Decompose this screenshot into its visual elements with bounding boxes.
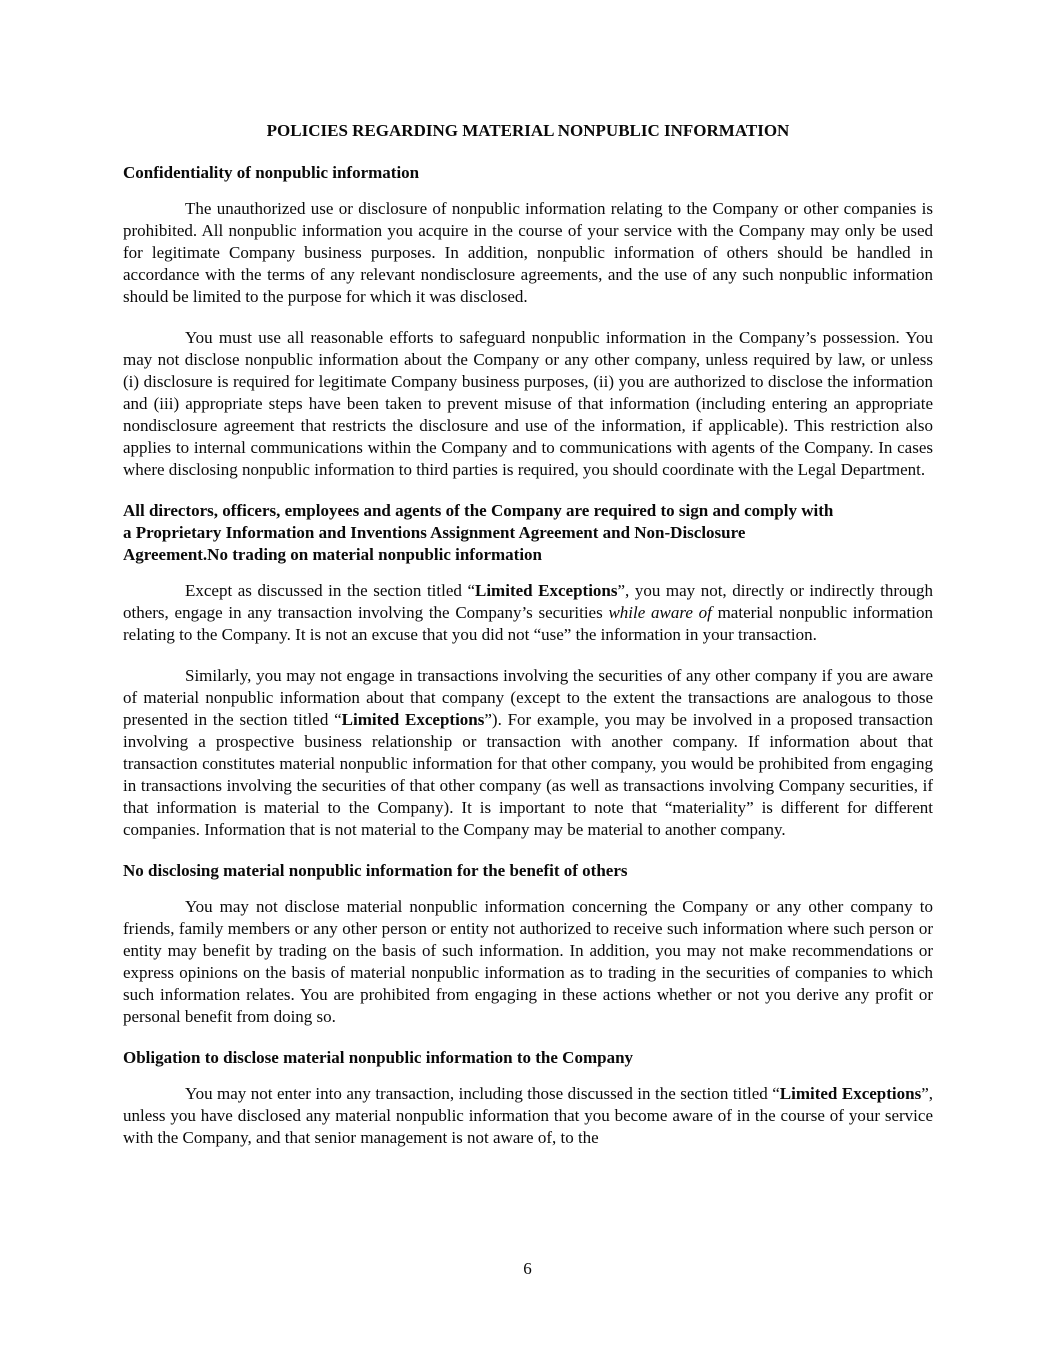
section-heading [123, 162, 933, 184]
heading-line: Agreement.No trading on material nonpublic information [123, 545, 543, 564]
italic-text-run: while aware of [608, 603, 712, 622]
text-run: ”, unless you have disclosed any material nonpublic information that you become aware of in the course of your service with the Company, and that senior management is not aware of, to the [123, 1084, 933, 1147]
paragraph [123, 665, 933, 841]
text-run: Except as discussed in the section titled “ [185, 581, 475, 600]
text-run: ”). For example, you may be involved in a proposed transaction involving a prospective business relationship or transaction with another company. If information about that transaction constitutes material nonpublic information for that other company, you would be prohibited from engaging in transactions involving the securities of that other company (as well as transactions involving Company securities, if that information is material to the Company). It is important to note that “materiality” is different for different companies. Information that is not material to the Company may be material to another company. [123, 710, 934, 839]
paragraph [123, 327, 933, 481]
section-heading [123, 500, 933, 566]
document-body [123, 162, 933, 1149]
heading-line: No disclosing material nonpublic information for the benefit of others [123, 861, 628, 880]
section-heading [123, 1047, 933, 1069]
text-run: Similarly, you may not engage in transactions involving the securities of any other company if you are aware of material nonpublic information about that company (except to the extent the transactions are analogous to those presented in the section titled “ [123, 666, 933, 729]
page-number: 6 [523, 1259, 532, 1278]
text-run: You may not disclose material nonpublic information concerning the Company or any other company to friends, family members or any other person or entity not authorized to receive such information where such person or entity may benefit by trading on the basis of such information. In addition, you may not make recommendations or express opinions on the basis of material nonpublic information as to trading in the securities of companies to which such information relates. You are prohibited from engaging in these actions whether or not you derive any profit or personal benefit from doing so. [123, 897, 933, 1026]
text-run: You must use all reasonable efforts to safeguard nonpublic information in the Company’s possession. You may not disclose nonpublic information about the Company or any other company, unless required by law, or unless (i) disclosure is required for legitimate Company business purposes, (ii) you are authorized to disclose the information and (iii) appropriate steps have been taken to prevent misuse of that information (including entering an appropriate nondisclosure agreement that restricts the disclosure and use of the information, if applicable). This restriction also applies to internal communications within the Company and to communications with agents of the Company. In cases where disclosing nonpublic information to third parties is required, you should coordinate with the Legal Department. [123, 328, 933, 479]
bold-text-run: Limited Exceptions [341, 710, 485, 729]
section-heading [123, 860, 933, 882]
document-title: POLICIES REGARDING MATERIAL NONPUBLIC INFORMATION [266, 121, 790, 140]
text-run: The unauthorized use or disclosure of nonpublic information relating to the Company or other companies is prohibited. All nonpublic information you acquire in the course of your service with the Company may only be used for legitimate Company business purposes. In addition, nonpublic information of others should be handled in accordance with the terms of any relevant nondisclosure agreements, and the use of any such nonpublic information should be limited to the purpose for which it was disclosed. [123, 199, 933, 306]
paragraph [123, 896, 933, 1028]
text-run: ”, you may not, directly or indirectly through others, engage in any transaction involving the Company’s securities [123, 581, 933, 622]
heading-line: Confidentiality of nonpublic information [123, 163, 420, 182]
bold-text-run: Limited Exceptions [475, 581, 618, 600]
text-run: You may not enter into any transaction, including those discussed in the section titled “ [185, 1084, 780, 1103]
heading-line: All directors, officers, employees and agents of the Company are required to sign and comply with [123, 501, 834, 520]
heading-line: a Proprietary Information and Inventions Assignment Agreement and Non-Disclosure [123, 523, 746, 542]
heading-line: Obligation to disclose material nonpublic information to the Company [123, 1048, 634, 1067]
paragraph [123, 580, 933, 646]
paragraph [123, 1083, 933, 1149]
bold-text-run: Limited Exceptions [779, 1084, 922, 1103]
text-run: material nonpublic information relating to the Company. It is not an excuse that you did not “use” the information in your transaction. [123, 603, 933, 644]
paragraph [123, 198, 933, 308]
